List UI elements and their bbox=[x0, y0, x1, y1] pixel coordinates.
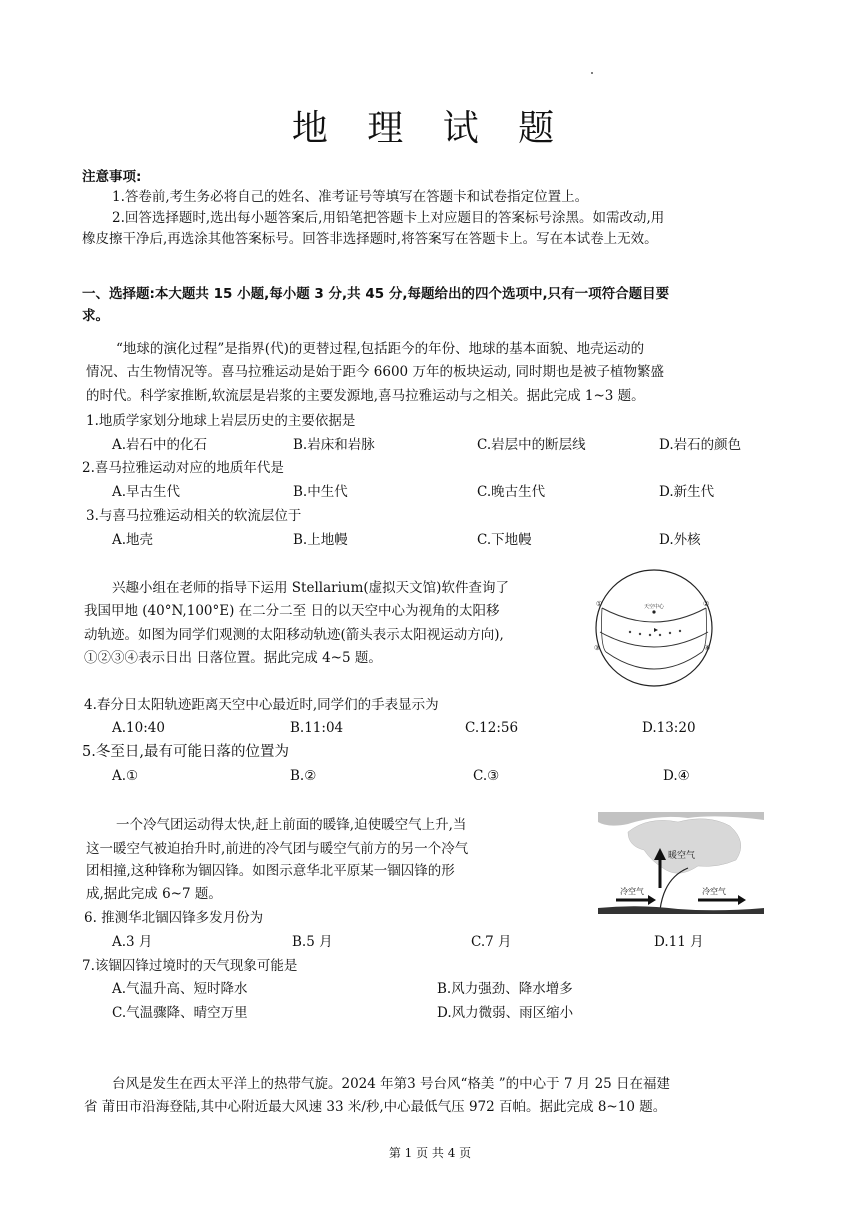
marker-1: ① bbox=[596, 600, 603, 608]
question-3-option-b: B.上地幔 bbox=[293, 532, 348, 548]
passage-2-line-3: 动轨迹。如图为同学们观测的太阳移动轨迹(箭头表示太阳视运动方向), bbox=[84, 627, 504, 643]
passage-3-line-4: 成,据此完成 6~7 题。 bbox=[86, 886, 222, 902]
question-7-stem: 7.该锢囚锋过境时的天气现象可能是 bbox=[82, 958, 298, 974]
question-2-option-b: B.中生代 bbox=[293, 484, 348, 500]
winter-path bbox=[606, 652, 702, 669]
question-1-option-d: D.岩石的颜色 bbox=[659, 437, 742, 453]
section-heading-line-1: 一、选择题:本大题共 15 小题,每小题 3 分,共 45 分,每题给出的四个选项中,只有一项符合题目要 bbox=[82, 286, 670, 302]
passage-3-line-3: 团相撞,这种锋称为锢囚锋。如图示意华北平原某一锢囚锋的形 bbox=[86, 863, 455, 879]
direction-arrow bbox=[654, 628, 658, 632]
passage-1-line-3: 的时代。科学家推断,软流层是岩浆的主要发源地,喜马拉雅运动与之相关。据此完成 1~3 题。 bbox=[86, 388, 645, 404]
question-2-stem: 2.喜马拉雅运动对应的地质年代是 bbox=[82, 460, 284, 476]
passage-1-line-1: “地球的演化过程”是指界(代)的更替过程,包括距今的年份、地球的基本面貌、地壳运动的 bbox=[116, 341, 645, 357]
sky-center-dot bbox=[652, 610, 655, 613]
question-7-option-c: C.气温骤降、晴空万里 bbox=[112, 1005, 248, 1021]
question-6-stem: 6. 推测华北锢囚锋多发月份为 bbox=[84, 910, 264, 926]
question-3-option-d: D.外核 bbox=[659, 532, 701, 548]
page-title: 地 理 试 题 bbox=[291, 108, 569, 149]
question-5-option-a: A.① bbox=[112, 768, 139, 784]
question-6-option-d: D.11 月 bbox=[654, 934, 704, 950]
question-2-option-d: D.新生代 bbox=[659, 484, 715, 500]
summer-path bbox=[602, 608, 706, 622]
question-1-option-c: C.岩层中的断层线 bbox=[477, 437, 586, 453]
sky-center-label: 天空中心 bbox=[643, 604, 665, 610]
question-4-stem: 4.春分日太阳轨迹距离天空中心最近时,同学们的手表显示为 bbox=[84, 697, 439, 713]
question-7-option-a: A.气温升高、短时降水 bbox=[112, 981, 248, 997]
sun-path-diagram bbox=[592, 566, 716, 690]
question-6-option-c: C.7 月 bbox=[471, 934, 512, 950]
question-4-option-b: B.11:04 bbox=[290, 720, 344, 736]
passage-2-line-1: 兴趣小组在老师的指导下运用 Stellarium(虚拟天文馆)软件查询了 bbox=[112, 580, 509, 596]
cold-air-right-label: 冷空气 bbox=[702, 887, 726, 896]
question-5-stem: 5.冬至日,最有可能日落的位置为 bbox=[82, 744, 289, 760]
equinox-path bbox=[600, 632, 708, 647]
scan-dot bbox=[591, 72, 593, 74]
question-6-option-b: B.5 月 bbox=[292, 934, 333, 950]
passage-1-line-2: 情况、古生物情况等。喜马拉雅运动是始于距今 6600 万年的板块运动, 同时期也是被子植物繁盛 bbox=[86, 364, 665, 380]
marker-2: ② bbox=[703, 600, 710, 608]
page-footer: 第 1 页 共 4 页 bbox=[388, 1146, 472, 1160]
question-7-option-d: D.风力微弱、雨区缩小 bbox=[437, 1005, 574, 1021]
question-7-option-b: B.风力强劲、降水增多 bbox=[437, 981, 573, 997]
occluded-front-diagram bbox=[598, 812, 764, 914]
passage-3-line-2: 这一暖空气被迫抬升时,前进的冷气团与暖空气前方的另一个冷气 bbox=[86, 841, 469, 857]
question-5-option-d: D.④ bbox=[663, 768, 690, 784]
question-5-option-b: B.② bbox=[290, 768, 317, 784]
question-4-option-a: A.10:40 bbox=[112, 720, 165, 736]
passage-2-line-2: 我国甲地 (40°N,100°E) 在二分二至 日的以天空中心为视角的太阳移 bbox=[84, 603, 500, 619]
warm-air-label: 暖空气 bbox=[668, 851, 696, 861]
question-1-option-a: A.岩石中的化石 bbox=[112, 437, 208, 453]
question-3-option-a: A.地壳 bbox=[112, 532, 154, 548]
notice-item-2-line-1: 2.回答选择题时,选出每小题答案后,用铅笔把答题卡上对应题目的答案标号涂黑。如需改动,用 bbox=[112, 210, 665, 226]
question-1-option-b: B.岩床和岩脉 bbox=[293, 437, 375, 453]
passage-4-line-2: 省 莆田市沿海登陆,其中心附近最大风速 33 米/秒,中心最低气压 972 百帕。据此完成 8~10 题。 bbox=[84, 1099, 667, 1115]
passage-2-line-4: ①②③④表示日出 日落位置。据此完成 4~5 题。 bbox=[84, 650, 382, 666]
marker-4: ④ bbox=[704, 644, 711, 652]
question-3-stem: 3.与喜马拉雅运动相关的软流层位于 bbox=[86, 508, 302, 524]
marker-3: ③ bbox=[594, 644, 601, 652]
question-4-option-c: C.12:56 bbox=[465, 720, 519, 736]
question-6-option-a: A.3 月 bbox=[112, 934, 153, 950]
question-5-option-c: C.③ bbox=[473, 768, 500, 784]
section-heading-line-2: 求。 bbox=[82, 308, 109, 324]
question-2-option-c: C.晚古生代 bbox=[477, 484, 546, 500]
cold-air-left-label: 冷空气 bbox=[620, 887, 644, 896]
question-2-option-a: A.早古生代 bbox=[112, 484, 181, 500]
question-3-option-c: C.下地幔 bbox=[477, 532, 532, 548]
question-4-option-d: D.13:20 bbox=[642, 720, 696, 736]
notice-item-2-line-2: 橡皮擦干净后,再选涂其他答案标号。回答非选择题时,将答案写在答题卡上。写在本试卷上无效。 bbox=[82, 231, 658, 247]
notice-item-1: 1.答卷前,考生务必将自己的姓名、准考证号等填写在答题卡和试卷指定位置上。 bbox=[112, 189, 589, 205]
question-1-stem: 1.地质学家划分地球上岩层历史的主要依据是 bbox=[86, 413, 356, 429]
notice-heading: 注意事项: bbox=[82, 169, 142, 185]
passage-3-line-1: 一个冷气团运动得太快,赶上前面的暖锋,迫使暖空气上升,当 bbox=[116, 817, 467, 833]
passage-4-line-1: 台风是发生在西太平洋上的热带气旋。2024 年第3 号台风“格美 ”的中心于 7 月 25 日在福建 bbox=[112, 1076, 671, 1092]
